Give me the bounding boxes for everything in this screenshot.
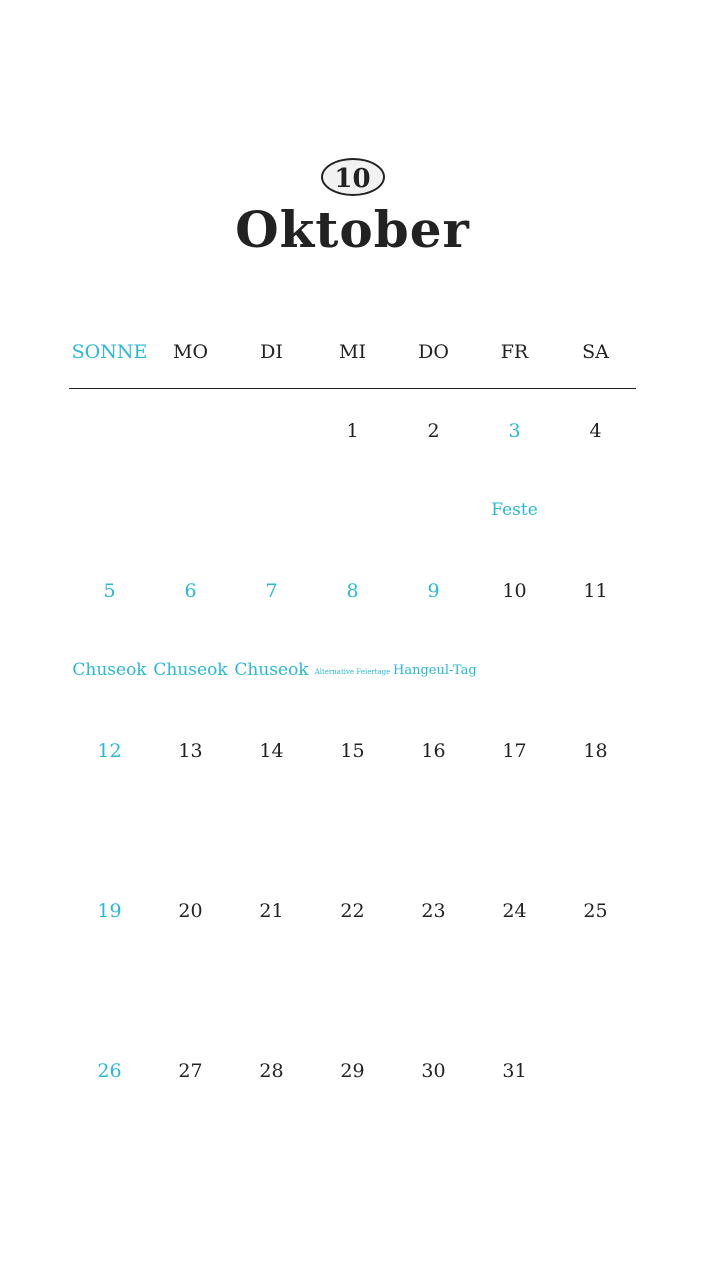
calendar-day-cell — [231, 390, 312, 550]
calendar-day-cell[interactable] — [393, 390, 474, 550]
calendar-day-cell[interactable] — [555, 390, 636, 550]
day-number: 24 — [502, 900, 527, 922]
calendar-day-cell[interactable] — [231, 1030, 312, 1190]
day-number: 2 — [427, 420, 440, 442]
calendar-day-cell[interactable] — [312, 870, 393, 1030]
calendar-day-cell[interactable] — [69, 550, 150, 710]
calendar-day-cell[interactable] — [150, 710, 231, 870]
day-number: 22 — [340, 900, 365, 922]
day-number: 29 — [340, 1060, 365, 1082]
day-number: 21 — [259, 900, 284, 922]
calendar-day-cell[interactable] — [69, 1030, 150, 1190]
weekday-saturday: SA — [582, 341, 609, 363]
day-number: 3 — [508, 420, 521, 442]
day-number: 7 — [265, 580, 278, 602]
day-number: 9 — [427, 580, 440, 602]
calendar-day-cell[interactable] — [231, 710, 312, 870]
calendar-day-cell[interactable] — [69, 870, 150, 1030]
calendar-day-cell[interactable] — [474, 390, 555, 550]
day-number: 8 — [346, 580, 359, 602]
weekday-monday: MO — [172, 341, 209, 363]
day-number: 16 — [421, 740, 446, 762]
month-number-badge: 10 — [321, 158, 385, 196]
day-number: 6 — [184, 580, 197, 602]
holiday-label: Chuseok — [153, 660, 228, 680]
day-number: 14 — [259, 740, 284, 762]
calendar-day-cell — [150, 390, 231, 550]
day-number: 27 — [178, 1060, 203, 1082]
calendar-day-cell[interactable] — [312, 710, 393, 870]
day-number: 31 — [502, 1060, 527, 1082]
day-number: 17 — [502, 740, 527, 762]
day-number: 10 — [502, 580, 527, 602]
calendar-week-row — [69, 870, 636, 1030]
holiday-label: Feste — [491, 500, 538, 520]
weekday-header-row — [69, 330, 636, 374]
weekday-sunday: SONNE — [71, 341, 148, 363]
day-number: 20 — [178, 900, 203, 922]
weekday-thursday: DO — [418, 341, 449, 363]
calendar-day-cell[interactable] — [393, 710, 474, 870]
day-number: 19 — [97, 900, 122, 922]
calendar-day-cell[interactable] — [474, 710, 555, 870]
weekday-wednesday: MI — [339, 341, 366, 363]
day-number: 15 — [340, 740, 365, 762]
calendar-week-row — [69, 550, 636, 710]
calendar-day-cell[interactable] — [312, 550, 393, 710]
calendar-day-cell[interactable] — [393, 550, 477, 710]
holiday-label: Hangeul-Tag — [393, 663, 477, 678]
calendar-day-cell — [555, 1030, 636, 1190]
calendar-day-cell[interactable] — [555, 870, 636, 1030]
holiday-label: Alternative Feiertage — [314, 668, 391, 676]
day-number: 23 — [421, 900, 446, 922]
calendar-day-cell[interactable] — [474, 1030, 555, 1190]
month-title: Oktober — [235, 200, 470, 259]
day-number: 12 — [97, 740, 122, 762]
day-number: 5 — [103, 580, 116, 602]
calendar-day-cell[interactable] — [555, 710, 636, 870]
calendar-day-cell[interactable] — [69, 710, 150, 870]
day-number: 11 — [583, 580, 608, 602]
calendar-week-row — [69, 390, 636, 550]
calendar-day-cell[interactable] — [312, 1030, 393, 1190]
calendar-day-cell[interactable] — [393, 1030, 474, 1190]
header-divider — [69, 388, 636, 389]
weekday-friday: FR — [500, 341, 529, 363]
day-number: 4 — [589, 420, 602, 442]
day-number: 26 — [97, 1060, 122, 1082]
holiday-label: Chuseok — [72, 660, 147, 680]
calendar-day-cell[interactable] — [150, 550, 231, 710]
day-number: 25 — [583, 900, 608, 922]
calendar-day-cell[interactable] — [231, 870, 312, 1030]
day-number: 28 — [259, 1060, 284, 1082]
calendar-day-cell[interactable] — [474, 550, 555, 710]
calendar-day-cell[interactable] — [555, 550, 636, 710]
calendar-day-cell — [69, 390, 150, 550]
calendar-header — [0, 158, 705, 260]
calendar-week-row — [69, 1030, 636, 1190]
day-number: 30 — [421, 1060, 446, 1082]
calendar-day-cell[interactable] — [312, 390, 393, 550]
holiday-label: Chuseok — [234, 660, 309, 680]
calendar-week-row — [69, 710, 636, 870]
weekday-tuesday: DI — [260, 341, 283, 363]
day-number: 18 — [583, 740, 608, 762]
day-number: 13 — [178, 740, 203, 762]
calendar-day-cell[interactable] — [393, 870, 474, 1030]
day-number: 1 — [346, 420, 359, 442]
calendar-day-cell[interactable] — [474, 870, 555, 1030]
calendar-day-cell[interactable] — [150, 870, 231, 1030]
calendar-day-cell[interactable] — [150, 1030, 231, 1190]
calendar-day-cell[interactable] — [231, 550, 312, 710]
